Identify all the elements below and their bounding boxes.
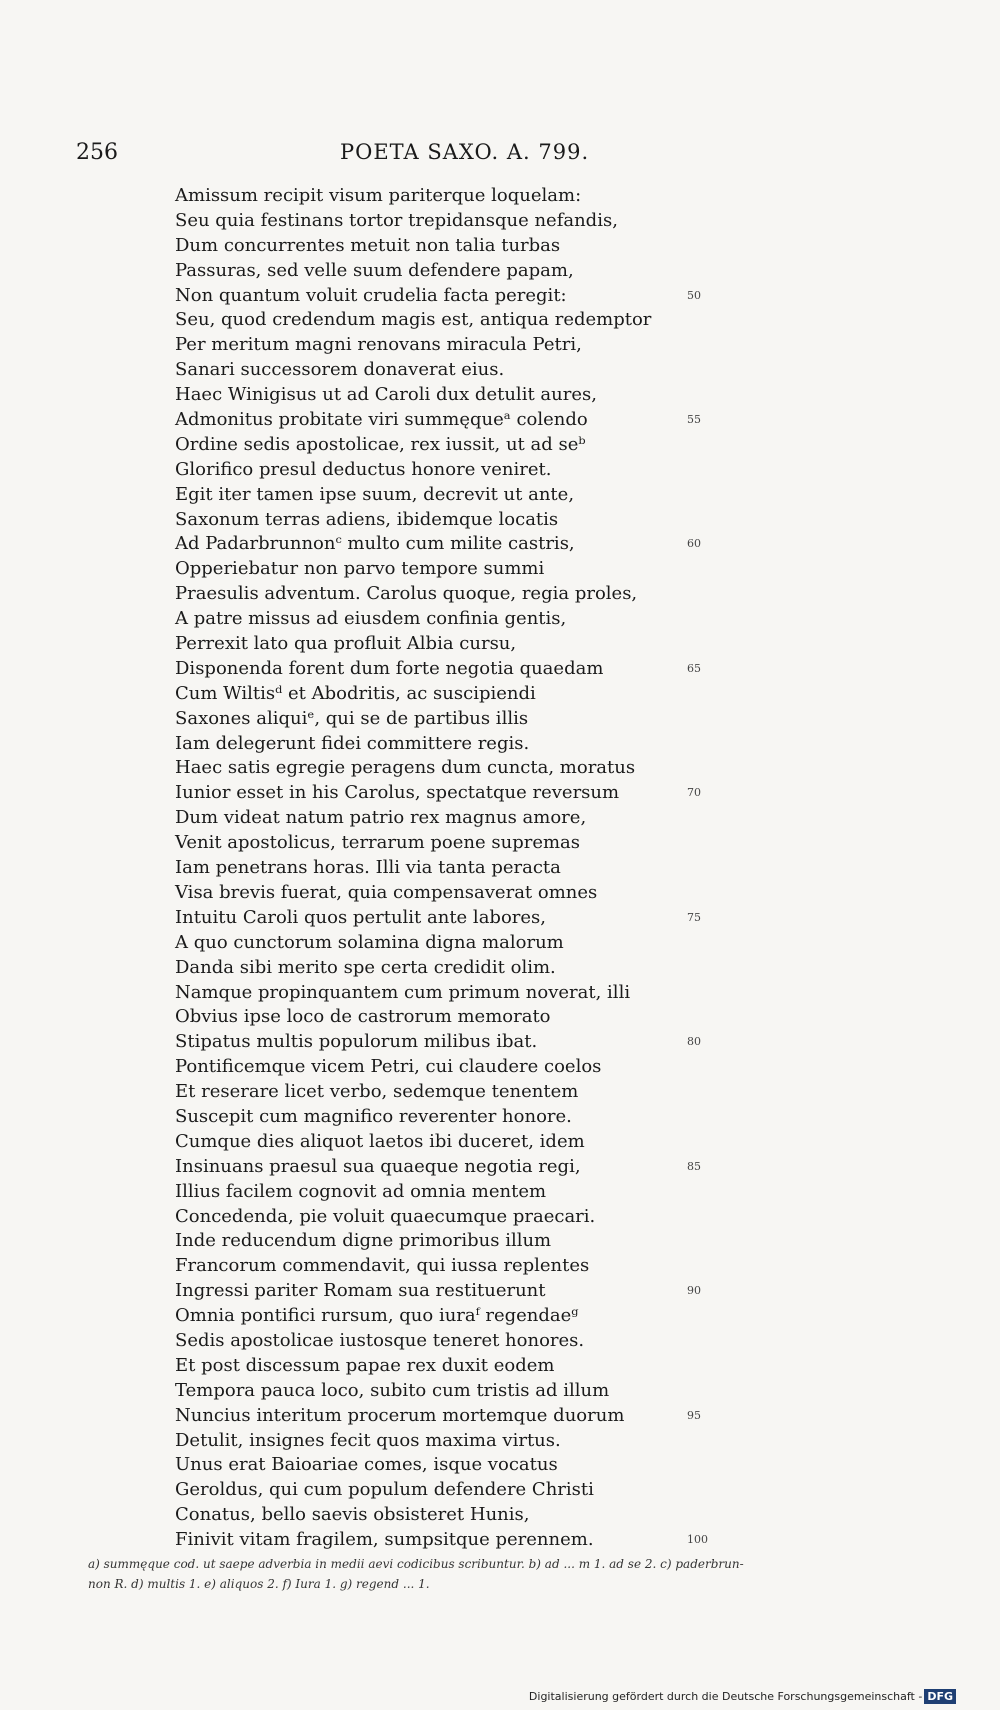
verse-line xyxy=(175,184,775,209)
line-number: 70 xyxy=(687,786,701,800)
verse-text: Visa brevis fuerat, quia compensaverat omnes xyxy=(175,881,598,903)
line-number: 50 xyxy=(687,288,701,302)
verse-line xyxy=(175,483,775,508)
verse-text: Geroldus, qui cum populum defendere Christi xyxy=(175,1479,594,1501)
verse-line xyxy=(175,981,775,1006)
verse-text: Unus erat Baioariae comes, isque vocatus xyxy=(175,1454,558,1476)
verse-line xyxy=(175,383,775,408)
line-number: 75 xyxy=(687,910,701,924)
verse-text: Perrexit lato qua profluit Albia cursu, xyxy=(175,633,517,655)
verse-text: Finivit vitam fragilem, sumpsitque perennem. xyxy=(175,1529,594,1551)
line-number: 95 xyxy=(687,1408,701,1422)
verse-text: Pontificemque vicem Petri, cui claudere coelos xyxy=(175,1056,602,1078)
verse-line xyxy=(175,1005,775,1030)
verse-line xyxy=(175,1055,775,1080)
verse-text: Admonitus probitate viri summęqueᵃ colendo xyxy=(175,409,588,431)
verse-line xyxy=(175,732,775,757)
verse-text: Ingressi pariter Romam sua restituerunt xyxy=(175,1280,546,1302)
verse-text: Stipatus multis populorum milibus ibat. xyxy=(175,1031,538,1053)
verse-line xyxy=(175,756,775,781)
verse-line xyxy=(175,1030,775,1055)
digitization-credit xyxy=(529,1689,956,1704)
verse-text: A quo cunctorum solamina digna malorum xyxy=(175,931,564,953)
verse-line xyxy=(175,707,775,732)
verse-text: Illius facilem cognovit ad omnia mentem xyxy=(175,1180,547,1202)
verse-line xyxy=(175,1304,775,1329)
verse-text: Ad Padarbrunnonᶜ multo cum milite castris, xyxy=(175,533,575,555)
line-number: 100 xyxy=(687,1533,708,1547)
verse-line xyxy=(175,1254,775,1279)
verse-text: Ordine sedis apostolicae, rex iussit, ut ad seᵇ xyxy=(175,433,586,455)
verse-line xyxy=(175,1180,775,1205)
verse-text: Praesulis adventum. Carolus quoque, regia proles, xyxy=(175,583,638,605)
footnote-line: a) summęque cod. ut saepe adverbia in medii aevi codicibus scribuntur. b) ad ... m 1. ad se 2. c) paderbrun- xyxy=(88,1557,744,1571)
verse-line xyxy=(175,1528,775,1553)
verse-text: Glorifico presul deductus honore veniret. xyxy=(175,458,552,480)
verse-line xyxy=(175,806,775,831)
line-number: 85 xyxy=(687,1159,701,1173)
page-number: 256 xyxy=(76,140,118,165)
verse-line xyxy=(175,1130,775,1155)
verse-line xyxy=(175,284,775,309)
verse-line xyxy=(175,781,775,806)
verse-text: Danda sibi merito spe certa credidit olim. xyxy=(175,956,556,978)
verse-text: Intuitu Caroli quos pertulit ante labores, xyxy=(175,906,546,928)
verse-line xyxy=(175,1453,775,1478)
verse-line xyxy=(175,607,775,632)
verse-text: Haec Winigisus ut ad Caroli dux detulit aures, xyxy=(175,384,597,406)
verse-text: Per meritum magni renovans miracula Petri, xyxy=(175,334,582,356)
verse-line xyxy=(175,508,775,533)
line-number: 55 xyxy=(687,413,701,427)
verse-line xyxy=(175,433,775,458)
verse-text: Non quantum voluit crudelia facta peregit: xyxy=(175,284,567,306)
verse-line xyxy=(175,209,775,234)
verse-line xyxy=(175,931,775,956)
verse-text: Disponenda forent dum forte negotia quaedam xyxy=(175,657,604,679)
verse-text: Tempora pauca loco, subito cum tristis ad illum xyxy=(175,1379,610,1401)
verse-line xyxy=(175,234,775,259)
verse-line xyxy=(175,1279,775,1304)
verse-text: Iunior esset in his Carolus, spectatque reversum xyxy=(175,782,620,804)
verse-text: Et post discessum papae rex duxit eodem xyxy=(175,1354,555,1376)
verse-line xyxy=(175,582,775,607)
verse-text: Dum videat natum patrio rex magnus amore, xyxy=(175,807,587,829)
line-number: 60 xyxy=(687,537,701,551)
verse-text: Detulit, insignes fecit quos maxima virtus. xyxy=(175,1429,561,1451)
verse-line xyxy=(175,1205,775,1230)
verse-line xyxy=(175,458,775,483)
verse-line xyxy=(175,1229,775,1254)
footnotes xyxy=(88,1554,908,1594)
verse-line xyxy=(175,831,775,856)
verse-text: Saxones aliquiᵉ, qui se de partibus illis xyxy=(175,707,529,729)
verse-line xyxy=(175,906,775,931)
verse-line xyxy=(175,657,775,682)
verse-line xyxy=(175,308,775,333)
verse-text: Suscepit cum magnifico reverenter honore. xyxy=(175,1105,572,1127)
line-number: 65 xyxy=(687,661,701,675)
verse-text: Cumque dies aliquot laetos ibi duceret, idem xyxy=(175,1130,585,1152)
verse-text: Iam penetrans horas. Illi via tanta peracta xyxy=(175,857,561,879)
verse-line xyxy=(175,632,775,657)
verse-text: A patre missus ad eiusdem confinia gentis, xyxy=(175,608,567,630)
line-number: 80 xyxy=(687,1035,701,1049)
verse-text: Nuncius interitum procerum mortemque duorum xyxy=(175,1404,625,1426)
verse-line xyxy=(175,1429,775,1454)
verse-text: Sanari successorem donaverat eius. xyxy=(175,359,505,381)
verse-text: Iam delegerunt fidei committere regis. xyxy=(175,732,530,754)
verse-text: Seu quia festinans tortor trepidansque nefandis, xyxy=(175,209,618,231)
verse-text: Sedis apostolicae iustosque teneret honores. xyxy=(175,1329,585,1351)
verse-text: Dum concurrentes metuit non talia turbas xyxy=(175,234,561,256)
verse-line xyxy=(175,259,775,284)
verse-text: Seu, quod credendum magis est, antiqua redemptor xyxy=(175,309,652,331)
line-number: 90 xyxy=(687,1284,701,1298)
verse-text: Venit apostolicus, terrarum poene supremas xyxy=(175,832,581,854)
verse-line xyxy=(175,557,775,582)
verse-line xyxy=(175,881,775,906)
footnote-line: non R. d) multis 1. e) aliquos 2. f) Iura 1. g) regend ... 1. xyxy=(88,1577,430,1591)
verse-line xyxy=(175,682,775,707)
verse-line xyxy=(175,333,775,358)
verse-text: Francorum commendavit, qui iussa replentes xyxy=(175,1255,590,1277)
verse-text: Concedenda, pie voluit quaecumque praecari. xyxy=(175,1205,596,1227)
verse-text: Cum Wiltisᵈ et Abodritis, ac suscipiendi xyxy=(175,682,536,704)
verse-text: Opperiebatur non parvo tempore summi xyxy=(175,558,545,580)
verse-text: Passuras, sed velle suum defendere papam, xyxy=(175,259,574,281)
verse-line xyxy=(175,1080,775,1105)
verse-line xyxy=(175,1379,775,1404)
verse-text: Haec satis egregie peragens dum cuncta, moratus xyxy=(175,757,636,779)
dfg-logo: DFG xyxy=(924,1689,956,1704)
verse-text: Et reserare licet verbo, sedemque tenentem xyxy=(175,1081,579,1103)
verse-text: Inde reducendum digne primoribus illum xyxy=(175,1230,552,1252)
verse-line xyxy=(175,1503,775,1528)
verse-text: Saxonum terras adiens, ibidemque locatis xyxy=(175,508,559,530)
verse-text: Insinuans praesul sua quaeque negotia regi, xyxy=(175,1155,581,1177)
verse-line xyxy=(175,856,775,881)
verse-line xyxy=(175,1155,775,1180)
verse-text: Obvius ipse loco de castrorum memorato xyxy=(175,1006,551,1028)
verse-block xyxy=(175,184,775,1553)
verse-line xyxy=(175,956,775,981)
verse-text: Egit iter tamen ipse suum, decrevit ut ante, xyxy=(175,483,575,505)
verse-line xyxy=(175,358,775,383)
credit-text: Digitalisierung gefördert durch die Deutsche Forschungsgemeinschaft - xyxy=(528,1690,923,1703)
verse-line xyxy=(175,532,775,557)
verse-line xyxy=(175,408,775,433)
verse-text: Namque propinquantem cum primum noverat, illi xyxy=(175,981,631,1003)
verse-text: Amissum recipit visum pariterque loquelam: xyxy=(175,185,582,206)
verse-text: Conatus, bello saevis obsisteret Hunis, xyxy=(175,1504,530,1526)
verse-line xyxy=(175,1478,775,1503)
verse-text: Omnia pontifici rursum, quo iuraᶠ regendaeᵍ xyxy=(175,1305,579,1327)
verse-line xyxy=(175,1105,775,1130)
verse-line xyxy=(175,1329,775,1354)
verse-line xyxy=(175,1354,775,1379)
running-head: POETA SAXO. A. 799. xyxy=(340,140,590,164)
verse-line xyxy=(175,1404,775,1429)
